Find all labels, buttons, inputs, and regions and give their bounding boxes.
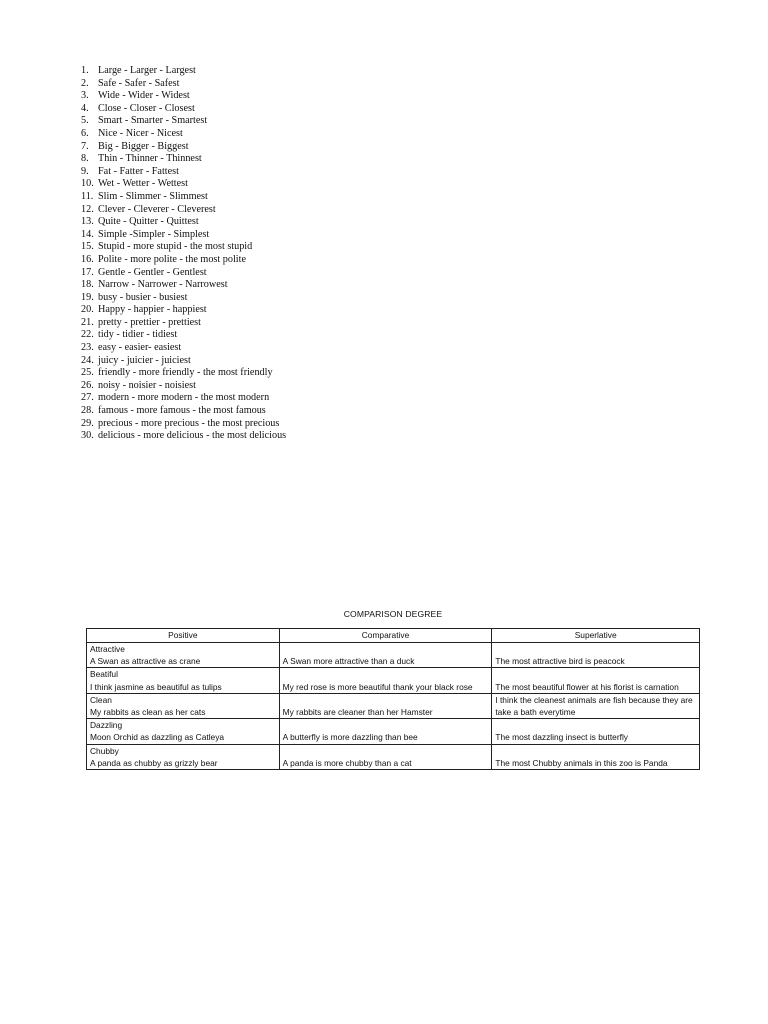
list-item-number: 17.: [81, 266, 94, 278]
list-item-text: Nice - Nicer - Nicest: [98, 127, 183, 139]
list-item-number: 7.: [81, 140, 89, 152]
adjective-word: Dazzling: [90, 720, 123, 731]
list-item-number: 25.: [81, 367, 94, 379]
list-item-number: 24.: [81, 354, 94, 366]
list-item: [60, 267, 286, 280]
adjective-word: Beatiful: [90, 669, 118, 680]
table-header-row: [87, 629, 700, 643]
list-item-text: busy - busier - busiest: [98, 291, 188, 303]
table-title: COMPARISON DEGREE: [343, 609, 443, 619]
list-item: [60, 367, 286, 380]
list-item: [60, 204, 286, 217]
list-item: [60, 191, 286, 204]
list-item-number: 21.: [81, 316, 94, 328]
list-item: [60, 90, 286, 103]
list-item-number: 15.: [81, 241, 94, 253]
superlative-cell: The most beautiful flower at his florist is carnation: [492, 668, 700, 693]
list-item-text: pretty - prettier - prettiest: [98, 316, 201, 328]
list-item-number: 23.: [81, 342, 94, 354]
list-item: [60, 279, 286, 292]
list-item-text: Smart - Smarter - Smartest: [98, 115, 208, 127]
list-item-number: 10.: [81, 178, 94, 190]
list-item-text: easy - easier- easiest: [98, 342, 182, 354]
list-item-number: 20.: [81, 304, 94, 316]
positive-sentence: A Swan as attractive as crane: [90, 656, 201, 667]
comparison-degree-table: [86, 628, 700, 770]
list-item-text: Wet - Wetter - Wettest: [98, 178, 188, 190]
list-item: [60, 65, 286, 78]
list-item: [60, 342, 286, 355]
list-item-text: tidy - tidier - tidiest: [98, 329, 178, 341]
list-item-text: Safe - Safer - Safest: [98, 77, 180, 89]
list-item-text: noisy - noisier - noisiest: [98, 379, 196, 391]
list-item: [60, 141, 286, 154]
list-item: [60, 128, 286, 141]
list-item-text: Happy - happier - happiest: [98, 304, 207, 316]
list-item-number: 30.: [81, 430, 94, 442]
list-item: [60, 304, 286, 317]
list-item-number: 27.: [81, 392, 94, 404]
list-item-number: 28.: [81, 405, 94, 417]
list-item: [60, 153, 286, 166]
list-item: [60, 229, 286, 242]
degrees-word-list: [60, 65, 286, 443]
comparative-cell: My rabbits are cleaner than her Hamster: [279, 693, 492, 718]
table-row: [87, 668, 700, 693]
list-item-number: 3.: [81, 90, 89, 102]
list-item-number: 19.: [81, 291, 94, 303]
list-item-text: Simple -Simpler - Simplest: [98, 228, 210, 240]
list-item-number: 13.: [81, 216, 94, 228]
list-item-number: 1.: [81, 65, 89, 76]
list-item: [60, 355, 286, 368]
positive-sentence: My rabbits as clean as her cats: [90, 707, 206, 718]
positive-sentence: I think jasmine as beautiful as tulips: [90, 681, 222, 692]
list-item-text: friendly - more friendly - the most friendly: [98, 367, 273, 379]
positive-sentence: A panda as chubby as grizzly bear: [90, 757, 218, 768]
comparative-cell: A panda is more chubby than a cat: [279, 744, 492, 769]
list-item: [60, 166, 286, 179]
comparative-cell: My red rose is more beautiful thank your black rose: [279, 668, 492, 693]
list-item-text: Wide - Wider - Widest: [98, 90, 190, 102]
positive-cell: [87, 744, 280, 769]
list-item-number: 11.: [81, 190, 94, 202]
list-item-number: 29.: [81, 417, 94, 429]
comparative-cell: A butterfly is more dazzling than bee: [279, 719, 492, 744]
adjective-word: Clean: [90, 694, 112, 705]
list-item-number: 4.: [81, 102, 89, 114]
list-item-text: Slim - Slimmer - Slimmest: [98, 190, 208, 202]
list-item-text: Narrow - Narrower - Narrowest: [98, 279, 228, 291]
superlative-cell: I think the cleanest animals are fish because they are take a bath everytime: [492, 693, 700, 718]
column-header-positive: Positive: [87, 629, 280, 643]
list-item: [60, 392, 286, 405]
list-item: [60, 103, 286, 116]
list-item-text: Stupid - more stupid - the most stupid: [98, 241, 253, 253]
list-item-text: Close - Closer - Closest: [98, 102, 195, 114]
list-item-number: 5.: [81, 115, 89, 127]
column-header-superlative: Superlative: [492, 629, 700, 643]
list-item: [60, 317, 286, 330]
table-row: [87, 744, 700, 769]
list-item: [60, 115, 286, 128]
list-item-number: 2.: [81, 77, 89, 89]
adjective-word: Attractive: [90, 644, 125, 654]
list-item: [60, 430, 286, 443]
list-item: [60, 254, 286, 267]
list-item-text: precious - more precious - the most precious: [98, 417, 280, 429]
superlative-cell: The most attractive bird is peacock: [492, 643, 700, 668]
superlative-cell: The most Chubby animals in this zoo is Panda: [492, 744, 700, 769]
list-item-text: Big - Bigger - Biggest: [98, 140, 189, 152]
list-item: [60, 78, 286, 91]
list-item: [60, 292, 286, 305]
list-item-number: 6.: [81, 127, 89, 139]
table-row: [87, 693, 700, 718]
positive-cell: [87, 693, 280, 718]
list-item-text: Quite - Quitter - Quittest: [98, 216, 199, 228]
list-item: [60, 418, 286, 431]
list-item-text: Large - Larger - Largest: [98, 65, 196, 76]
list-item-text: juicy - juicier - juiciest: [98, 354, 191, 366]
positive-cell: [87, 643, 280, 668]
positive-cell: [87, 668, 280, 693]
list-item-number: 14.: [81, 228, 94, 240]
superlative-cell: The most dazzling insect is butterfly: [492, 719, 700, 744]
list-item: [60, 329, 286, 342]
adjective-word: Chubby: [90, 745, 119, 756]
comparative-cell: A Swan more attractive than a duck: [279, 643, 492, 668]
list-item: [60, 178, 286, 191]
positive-cell: [87, 719, 280, 744]
list-item: [60, 380, 286, 393]
column-header-comparative: Comparative: [279, 629, 492, 643]
list-item-number: 18.: [81, 279, 94, 291]
list-item-text: Polite - more polite - the most polite: [98, 253, 246, 265]
list-item-text: Thin - Thinner - Thinnest: [98, 153, 202, 165]
list-item-number: 26.: [81, 379, 94, 391]
list-item-number: 22.: [81, 329, 94, 341]
list-item-text: modern - more modern - the most modern: [98, 392, 270, 404]
list-item-number: 8.: [81, 153, 89, 165]
list-item-number: 12.: [81, 203, 94, 215]
list-item-number: 9.: [81, 165, 89, 177]
list-item-text: Clever - Cleverer - Cleverest: [98, 203, 216, 215]
list-item-text: Gentle - Gentler - Gentlest: [98, 266, 207, 278]
list-item-text: famous - more famous - the most famous: [98, 405, 266, 417]
positive-sentence: Moon Orchid as dazzling as Catleya: [90, 732, 225, 743]
table-row: [87, 643, 700, 668]
table-row: [87, 719, 700, 744]
list-item-text: Fat - Fatter - Fattest: [98, 165, 179, 177]
list-item-number: 16.: [81, 253, 94, 265]
list-item: [60, 405, 286, 418]
list-item: [60, 241, 286, 254]
list-item-text: delicious - more delicious - the most delicious: [98, 430, 287, 442]
list-item: [60, 216, 286, 229]
